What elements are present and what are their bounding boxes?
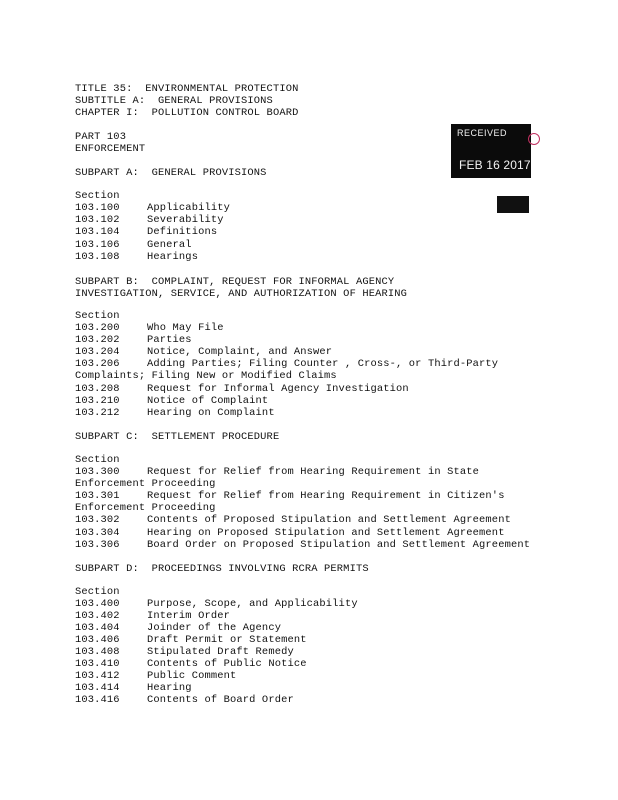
section-number: 103.300 xyxy=(75,466,120,478)
section-label: Section xyxy=(75,586,120,598)
section-number: 103.302 xyxy=(75,514,120,527)
section-row xyxy=(75,370,337,382)
section-title: Purpose, Scope, and Applicability xyxy=(147,598,358,610)
section-title: Complaints; Filing New or Modified Claims xyxy=(75,370,337,383)
section-row xyxy=(75,239,192,251)
section-number: 103.402 xyxy=(75,610,120,622)
stamp-mark-icon xyxy=(528,133,540,145)
section-title: Definitions xyxy=(147,226,218,239)
section-number: 103.206 xyxy=(75,358,120,371)
section-row xyxy=(75,634,307,646)
section-title: Hearing xyxy=(147,682,192,694)
section-row xyxy=(75,358,498,370)
section-title: Enforcement Proceeding xyxy=(75,478,216,491)
section-title: Contents of Proposed Stipulation and Settlement Agreement xyxy=(147,514,511,527)
section-title: Hearings xyxy=(147,250,199,263)
section-number: 103.202 xyxy=(75,334,120,347)
section-row xyxy=(75,407,275,419)
received-stamp xyxy=(451,124,531,178)
section-number: 103.412 xyxy=(75,670,120,682)
section-row xyxy=(75,527,505,539)
section-title: Draft Permit or Statement xyxy=(147,634,307,646)
section-title: Contents of Public Notice xyxy=(147,658,307,670)
section-title: Adding Parties; Filing Counter , Cross-, or Third-Party xyxy=(147,358,499,371)
section-number: 103.304 xyxy=(75,526,120,539)
stamp-date: FEB 16 2017 xyxy=(459,158,531,172)
section-number: 103.212 xyxy=(75,406,120,419)
section-title: Request for Relief from Hearing Requirement in Citizen's xyxy=(147,490,505,503)
subpart-b-heading-line2: INVESTIGATION, SERVICE, AND AUTHORIZATION OF HEARING xyxy=(75,288,408,300)
section-row xyxy=(75,514,511,526)
section-title: Public Comment xyxy=(147,670,237,682)
section-title: Notice of Complaint xyxy=(147,394,269,407)
section-number: 103.400 xyxy=(75,598,120,610)
section-row xyxy=(75,682,192,694)
section-number: 103.408 xyxy=(75,646,120,658)
subpart-d-heading: SUBPART D: PROCEEDINGS INVOLVING RCRA PERMITS xyxy=(75,563,369,575)
title-line: TITLE 35: ENVIRONMENTAL PROTECTION xyxy=(75,83,299,95)
section-title: General xyxy=(147,238,192,251)
section-number: 103.306 xyxy=(75,538,120,551)
section-number: 103.406 xyxy=(75,634,120,646)
section-row xyxy=(75,334,192,346)
section-title: Request for Relief from Hearing Requirement in State xyxy=(147,466,480,478)
section-row xyxy=(75,694,294,706)
chapter-line: CHAPTER I: POLLUTION CONTROL BOARD xyxy=(75,107,299,119)
section-number: 103.414 xyxy=(75,682,120,694)
section-row xyxy=(75,646,294,658)
section-row xyxy=(75,478,215,490)
section-number: 103.106 xyxy=(75,238,120,251)
section-title: Who May File xyxy=(147,322,224,334)
section-number: 103.104 xyxy=(75,226,120,239)
section-title: Applicability xyxy=(147,202,231,214)
section-title: Notice, Complaint, and Answer xyxy=(147,346,333,359)
subtitle-line: SUBTITLE A: GENERAL PROVISIONS xyxy=(75,95,273,107)
section-row xyxy=(75,346,332,358)
section-title: Hearing on Proposed Stipulation and Settlement Agreement xyxy=(147,526,505,539)
section-label: Section xyxy=(75,454,120,466)
section-row xyxy=(75,658,307,670)
section-label: Section xyxy=(75,190,120,202)
part-name-line: ENFORCEMENT xyxy=(75,143,146,155)
section-number: 103.404 xyxy=(75,622,120,634)
section-row xyxy=(75,322,224,334)
section-title: Stipulated Draft Remedy xyxy=(147,646,294,658)
redaction-blot xyxy=(497,196,529,213)
section-title: Joinder of the Agency xyxy=(147,622,282,634)
section-number: 103.416 xyxy=(75,694,120,706)
section-number: 103.102 xyxy=(75,214,120,227)
section-title: Interim Order xyxy=(147,610,231,622)
section-row xyxy=(75,202,230,214)
section-title: Parties xyxy=(147,334,192,347)
section-number: 103.210 xyxy=(75,394,120,407)
subpart-a-heading: SUBPART A: GENERAL PROVISIONS xyxy=(75,167,267,179)
section-row xyxy=(75,226,217,238)
section-title: Request for Informal Agency Investigation xyxy=(147,382,409,395)
section-row xyxy=(75,214,224,226)
section-title: Board Order on Proposed Stipulation and Settlement Agreement xyxy=(147,538,531,551)
stamp-top-text: RECEIVED xyxy=(457,128,508,138)
subpart-c-heading: SUBPART C: SETTLEMENT PROCEDURE xyxy=(75,431,280,443)
section-row xyxy=(75,610,230,622)
section-number: 103.108 xyxy=(75,250,120,263)
section-row xyxy=(75,490,505,502)
section-row xyxy=(75,622,281,634)
section-number: 103.204 xyxy=(75,346,120,359)
section-number: 103.410 xyxy=(75,658,120,670)
section-row xyxy=(75,502,215,514)
subpart-b-heading-line1: SUBPART B: COMPLAINT, REQUEST FOR INFORMAL AGENCY xyxy=(75,276,395,288)
section-number: 103.301 xyxy=(75,490,120,503)
section-row xyxy=(75,466,479,478)
section-title: Contents of Board Order xyxy=(147,694,294,706)
section-row xyxy=(75,395,268,407)
section-row xyxy=(75,598,358,610)
section-row xyxy=(75,383,409,395)
section-row xyxy=(75,670,236,682)
section-number: 103.200 xyxy=(75,322,120,334)
section-number: 103.208 xyxy=(75,382,120,395)
section-row xyxy=(75,251,198,263)
section-title: Enforcement Proceeding xyxy=(75,502,216,515)
part-line: PART 103 xyxy=(75,131,127,143)
section-title: Severability xyxy=(147,214,224,227)
section-number: 103.100 xyxy=(75,202,120,214)
section-label: Section xyxy=(75,310,120,322)
section-title: Hearing on Complaint xyxy=(147,406,275,419)
section-row xyxy=(75,539,530,551)
